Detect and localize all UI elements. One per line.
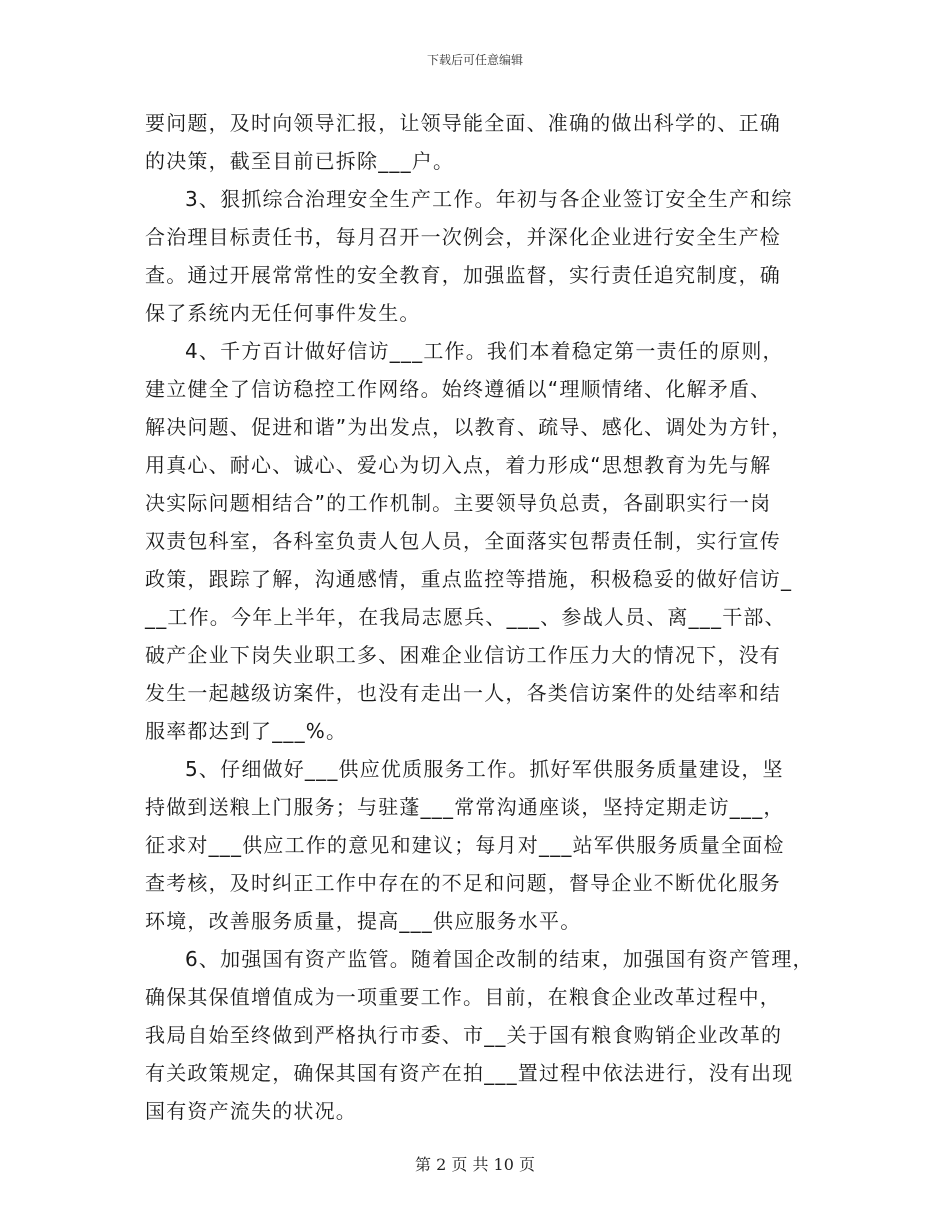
body-text — [145, 104, 815, 1130]
paragraph-start-5: 5、仔细做好___供应优质服务工作。抓好军供服务质量建设，坚 — [185, 757, 784, 781]
text-line: __工作。今年上半年，在我局志愿兵、___、参战人员、离___干部、 — [145, 605, 786, 629]
text-line: 征求对___供应工作的意见和建议；每月对___站军供服务质量全面检 — [145, 833, 785, 857]
text-line: 查。通过开展常常性的安全教育，加强监督，实行责任追究制度，确 — [145, 263, 781, 287]
text-line: 用真心、耐心、诚心、爱心为切入点，着力形成“思想教育为先与解 — [145, 453, 772, 477]
text-line: 环境，改善服务质量，提高___供应服务水平。 — [145, 909, 582, 933]
text-line: 政策，跟踪了解，沟通感情，重点监控等措施，积极稳妥的做好信访_ — [145, 567, 793, 591]
text-line: 国有资产流失的状况。 — [145, 1099, 357, 1123]
text-line: 合治理目标责任书，每月召开一次例会，并深化企业进行安全生产检 — [145, 225, 781, 249]
text-line: 我局自始至终做到严格执行市委、市__关于国有粮食购销企业改革的 — [145, 1023, 783, 1047]
paragraph-start-3: 3、狠抓综合治理安全生产工作。年初与各企业签订安全生产和综 — [185, 187, 793, 211]
text-line: 解决问题、促进和谐”为出发点，以教育、疏导、感化、调处为方针， — [145, 415, 793, 439]
text-line: 持做到送粮上门服务；与驻蓬___常常沟通座谈，坚持定期走访___， — [145, 795, 785, 819]
text-line: 保了系统内无任何事件发生。 — [145, 301, 421, 325]
paragraph-start-4: 4、千方百计做好信访___工作。我们本着稳定第一责任的原则， — [185, 339, 784, 363]
text-line: 发生一起越级访案件，也没有走出一人，各类信访案件的处结率和结 — [145, 681, 781, 705]
text-line: 服率都达到了___%。 — [145, 719, 348, 743]
text-line: 建立健全了信访稳控工作网络。始终遵循以“理顺情绪、化解矛盾、 — [145, 377, 772, 401]
text-line: 双责包科室，各科室负责人包人员，全面落实包帮责任制，实行宣传 — [145, 529, 781, 553]
page-number: 第 2 页 共 10 页 — [415, 1155, 535, 1174]
paragraph-start-6: 6、加强国有资产监管。随着国企改制的结束，加强国有资产管理， — [185, 947, 814, 971]
text-line: 确保其保值增值成为一项重要工作。目前，在粮食企业改革过程中， — [145, 985, 781, 1009]
text-line: 要问题，及时向领导汇报，让领导能全面、准确的做出科学的、正确 — [145, 111, 781, 135]
text-line: 有关政策规定，确保其国有资产在拍___置过程中依法进行，没有出现 — [145, 1061, 794, 1085]
text-line: 的决策，截至目前已拆除___户。 — [145, 149, 455, 173]
header-note: 下载后可任意编辑 — [426, 53, 523, 67]
text-line: 决实际问题相结合”的工作机制。主要领导负总责，各副职实行一岗 — [145, 491, 772, 515]
text-line: 查考核，及时纠正工作中存在的不足和问题，督导企业不断优化服务 — [145, 871, 781, 895]
text-line: 破产企业下岗失业职工多、困难企业信访工作压力大的情况下，没有 — [145, 643, 781, 667]
